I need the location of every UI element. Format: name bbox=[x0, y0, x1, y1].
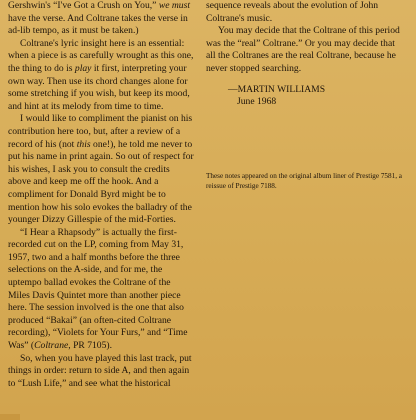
corner-tab bbox=[0, 414, 20, 420]
paragraph-lyric-insight: Coltrane's lyric insight here is an essential: when a piece is as carefully wrought as this one, the thing to do is play it first, interpreting your own way. Then use its chord changes alone for some stretching if you wish, but keep its mood, and hint at its melody from time to time. bbox=[8, 37, 194, 112]
paragraph-pianist: I would like to compliment the pianist on his contribution here too, but, after a review of a record of his (not this one!), he told me never to put his name in print again. So out of respect for his wishes, I ask you to consult the credits above and keep me off the hook. And a compliment for Donald Byrd might be to mention how his solo evokes the balladry of the younger Dizzy Gillespie of the mid-Forties. bbox=[8, 113, 194, 226]
paragraph-real-coltrane: You may decide that the Coltrane of this period was the “real” Coltrane.” Or you may decide that all the Coltranes are the real Coltrane, because he never stopped searching. bbox=[206, 25, 400, 74]
paragraph-sequence: sequence reveals about the evolution of John Coltrane's music. bbox=[206, 0, 379, 24]
paragraph-rhapsody: “I Hear a Rhapsody” is actually the first-recorded cut on the LP, coming from May 31, 1957, two and a half months before the three selections on the A-side, and for me, the uptempo ballad evokes the Coltrane of the Miles Davis Quintet more than another piece here. The session involved is the one that also produced “Bakai” (an often-cited Coltrane recording), “Violets for Your Furs,” and “Time Was” (Coltrane, PR 7105). bbox=[8, 226, 188, 352]
paragraph-last-track: So, when you have played this last track, put things in order: return to side A, and then again to “Lush Life,” and see what the historical bbox=[8, 352, 192, 389]
left-column bbox=[8, 0, 194, 390]
author-name: —MARTIN WILLIAMS bbox=[228, 83, 326, 95]
signature-date: June 1968 bbox=[237, 96, 277, 108]
liner-footnote: These notes appeared on the original album liner of Prestige 7581, a reissue of Prestige 7188. bbox=[206, 171, 402, 190]
signature-block bbox=[206, 84, 402, 109]
right-column bbox=[206, 0, 402, 191]
paragraph-crush-on-you: Gershwin's “I've Got a Crush on You,” we must have the verse. And Coltrane takes the verse in ad-lib tempo, as it must be taken.) bbox=[8, 0, 191, 37]
